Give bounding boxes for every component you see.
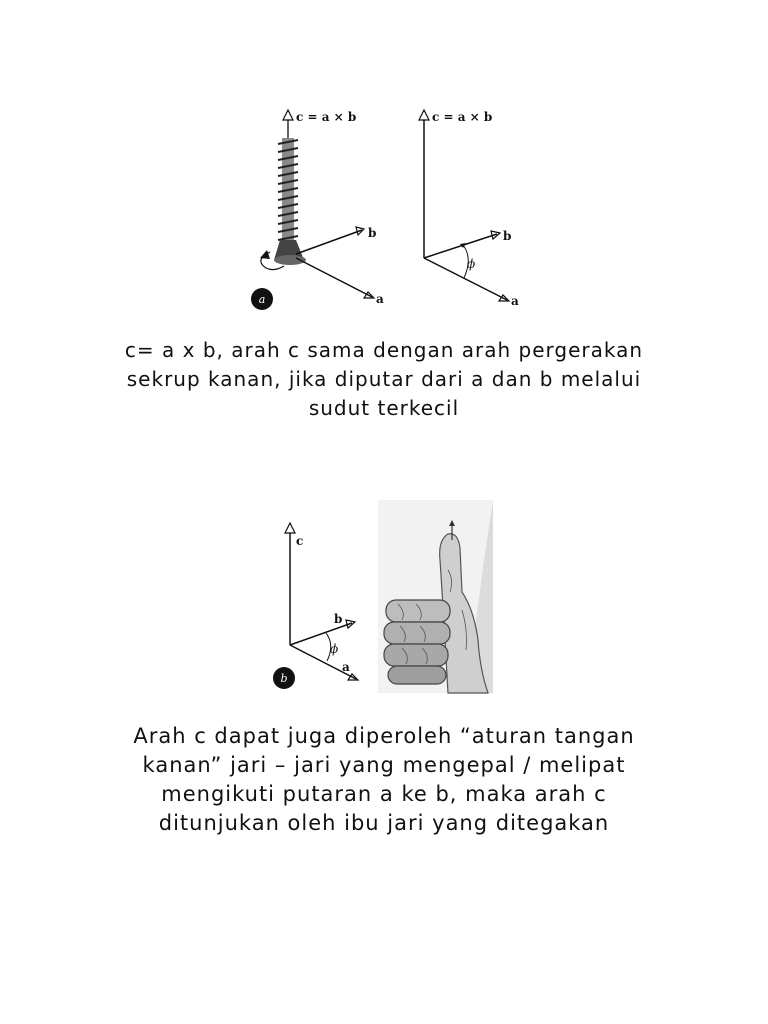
figure-b-hand-panel [378, 500, 493, 693]
figure-a-badge-label: a [258, 293, 266, 306]
screw-icon [274, 138, 306, 265]
c-axis-label: c = a × b [432, 110, 493, 124]
figure-a-screw-panel [240, 100, 400, 315]
angle-label: ϕ [467, 257, 476, 271]
angle-label: ϕ [330, 642, 339, 656]
figure-b-vector-panel [270, 515, 380, 695]
a-axis-label: a [342, 660, 350, 674]
a-axis-label: a [376, 292, 384, 306]
c-arrowhead-icon [283, 110, 293, 120]
caption-1-line-3: sudut terkecil [308, 396, 460, 420]
c-axis-label: c = a × b [296, 110, 357, 124]
b-axis-label: b [368, 226, 377, 240]
c-arrowhead-icon [285, 523, 295, 533]
b-axis-label: b [503, 229, 512, 243]
a-axis-label: a [511, 294, 519, 308]
b-axis-label: b [334, 612, 343, 626]
c-axis-label: c [296, 534, 304, 548]
caption-2-line-1: Arah c dapat juga diperoleh “aturan tangan [133, 724, 635, 748]
right-hand-thumbs-up-icon [378, 500, 493, 693]
vector-diagram-a [405, 100, 535, 315]
c-arrowhead-icon [419, 110, 429, 120]
caption-2-line-4: ditunjukan oleh ibu jari yang ditegakan [158, 811, 610, 835]
caption-2-line-3: mengikuti putaran a ke b, maka arah c [161, 782, 607, 806]
figure-b-badge-label: b [280, 672, 288, 685]
caption-1 [0, 336, 768, 423]
caption-1-line-2: sekrup kanan, jika diputar dari a dan b melalui [126, 367, 642, 391]
vector-diagram-b [270, 515, 380, 695]
caption-2-line-2: kanan” jari – jari yang mengepal / melipat [142, 753, 626, 777]
figure-a-vector-panel [405, 100, 535, 315]
caption-2 [0, 722, 768, 838]
caption-1-line-1: c= a x b, arah c sama dengan arah pergerakan [124, 338, 644, 362]
screw-diagram [240, 100, 400, 315]
